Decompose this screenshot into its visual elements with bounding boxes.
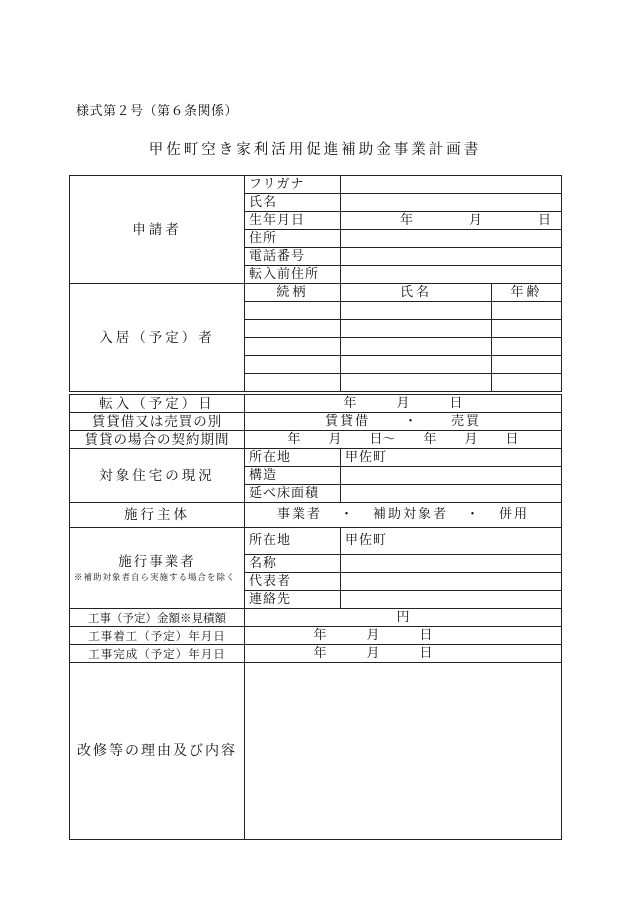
age-cell[interactable]	[492, 302, 562, 320]
contractor-option[interactable]: 事業者	[276, 507, 322, 522]
end-day-unit: 日	[419, 645, 433, 661]
lease-period-label: 賃貸の場合の契約期間	[70, 431, 245, 449]
lease-start-day-unit: 日～	[369, 431, 396, 447]
structure-field[interactable]	[341, 467, 562, 485]
applicant-label: 申請者	[70, 176, 245, 284]
form-number: 様式第２号（第６条関係）	[76, 104, 239, 119]
relationship-cell[interactable]	[245, 374, 341, 392]
previous-address-label: 転入前住所	[245, 266, 341, 284]
address-label: 住所	[245, 230, 341, 248]
relationship-header: 続柄	[245, 284, 341, 302]
furigana-label: フリガナ	[245, 176, 341, 194]
phone-label: 電話番号	[245, 248, 341, 266]
combined-option[interactable]: 併用	[499, 507, 530, 522]
previous-address-field[interactable]	[341, 266, 562, 284]
option-separator: ・	[403, 413, 417, 429]
contractor-label-cell	[70, 528, 245, 609]
birth-year-unit: 年	[399, 212, 413, 228]
relationship-cell[interactable]	[245, 338, 341, 356]
property-location-label: 所在地	[245, 449, 341, 467]
constructor-type-field[interactable]	[245, 503, 562, 528]
plan-form-table	[69, 175, 562, 840]
relationship-cell[interactable]	[245, 302, 341, 320]
representative-label: 代表者	[245, 573, 341, 591]
contact-field[interactable]	[341, 591, 562, 609]
move-in-date-field[interactable]	[245, 395, 562, 413]
lease-option[interactable]: 賃貸借	[324, 413, 370, 429]
age-cell[interactable]	[492, 338, 562, 356]
representative-field[interactable]	[341, 573, 562, 591]
yen-unit: 円	[396, 609, 410, 625]
start-day-unit: 日	[419, 627, 433, 643]
option-separator: ・	[466, 507, 482, 522]
resident-name-cell[interactable]	[341, 356, 492, 374]
relationship-cell[interactable]	[245, 356, 341, 374]
subsidy-target-option[interactable]: 補助対象者	[372, 507, 448, 522]
phone-field[interactable]	[341, 248, 562, 266]
lease-period-field[interactable]	[245, 431, 562, 449]
lease-start-year-unit: 年	[287, 431, 301, 447]
lease-or-sale-field[interactable]	[245, 413, 562, 431]
name-label: 氏名	[245, 194, 341, 212]
start-date-field[interactable]	[245, 627, 562, 645]
contractor-name-field[interactable]	[341, 555, 562, 573]
document-title: 甲佐町空き家利活用促進補助金事業計画書	[148, 142, 482, 158]
end-month-unit: 月	[366, 645, 380, 661]
birth-day-unit: 日	[537, 212, 551, 228]
lease-end-day-unit: 日	[505, 431, 519, 447]
contractor-note: ※補助対象者自ら実施する場合を除く	[74, 572, 236, 583]
end-year-unit: 年	[313, 645, 327, 661]
constructor-type-label: 施行主体	[70, 503, 245, 528]
start-year-unit: 年	[313, 627, 327, 643]
option-separator: ・	[339, 507, 355, 522]
start-month-unit: 月	[366, 627, 380, 643]
birthdate-field[interactable]	[341, 212, 562, 230]
contractor-location-label: 所在地	[245, 528, 341, 555]
resident-name-cell[interactable]	[341, 338, 492, 356]
property-location-field[interactable]: 甲佐町	[341, 449, 562, 467]
move-in-day-unit: 日	[449, 395, 463, 411]
sale-option[interactable]: 売買	[451, 413, 482, 429]
move-in-month-unit: 月	[396, 395, 410, 411]
furigana-field[interactable]	[341, 176, 562, 194]
lease-start-month-unit: 月	[328, 431, 342, 447]
resident-name-cell[interactable]	[341, 302, 492, 320]
age-cell[interactable]	[492, 356, 562, 374]
property-status-label: 対象住宅の現況	[70, 449, 245, 503]
birthdate-label: 生年月日	[245, 212, 341, 230]
floor-area-field[interactable]	[341, 485, 562, 503]
residents-label: 入居（予定）者	[70, 284, 245, 392]
contractor-location-field[interactable]: 甲佐町	[341, 528, 562, 555]
floor-area-label: 延べ床面積	[245, 485, 341, 503]
name-field[interactable]	[341, 194, 562, 212]
resident-name-cell[interactable]	[341, 374, 492, 392]
end-date-label: 工事完成（予定）年月日	[70, 645, 245, 663]
contractor-label: 施行事業者	[118, 553, 196, 570]
cost-label: 工事（予定）金額※見積額	[70, 609, 245, 627]
resident-name-header: 氏名	[341, 284, 492, 302]
contact-label: 連絡先	[245, 591, 341, 609]
relationship-cell[interactable]	[245, 320, 341, 338]
lease-end-month-unit: 月	[464, 431, 478, 447]
resident-name-cell[interactable]	[341, 320, 492, 338]
address-field[interactable]	[341, 230, 562, 248]
move-in-label: 転入（予定）日	[70, 395, 245, 413]
age-cell[interactable]	[492, 320, 562, 338]
age-header: 年齢	[492, 284, 562, 302]
lease-or-sale-label: 賃貸借又は売買の別	[70, 413, 245, 431]
reason-field[interactable]	[245, 663, 562, 840]
move-in-year-unit: 年	[343, 395, 357, 411]
reason-label: 改修等の理由及び内容	[70, 663, 245, 840]
contractor-name-label: 名称	[245, 555, 341, 573]
age-cell[interactable]	[492, 374, 562, 392]
lease-end-year-unit: 年	[423, 431, 437, 447]
birth-month-unit: 月	[468, 212, 482, 228]
structure-label: 構造	[245, 467, 341, 485]
start-date-label: 工事着工（予定）年月日	[70, 627, 245, 645]
cost-field[interactable]	[245, 609, 562, 627]
end-date-field[interactable]	[245, 645, 562, 663]
